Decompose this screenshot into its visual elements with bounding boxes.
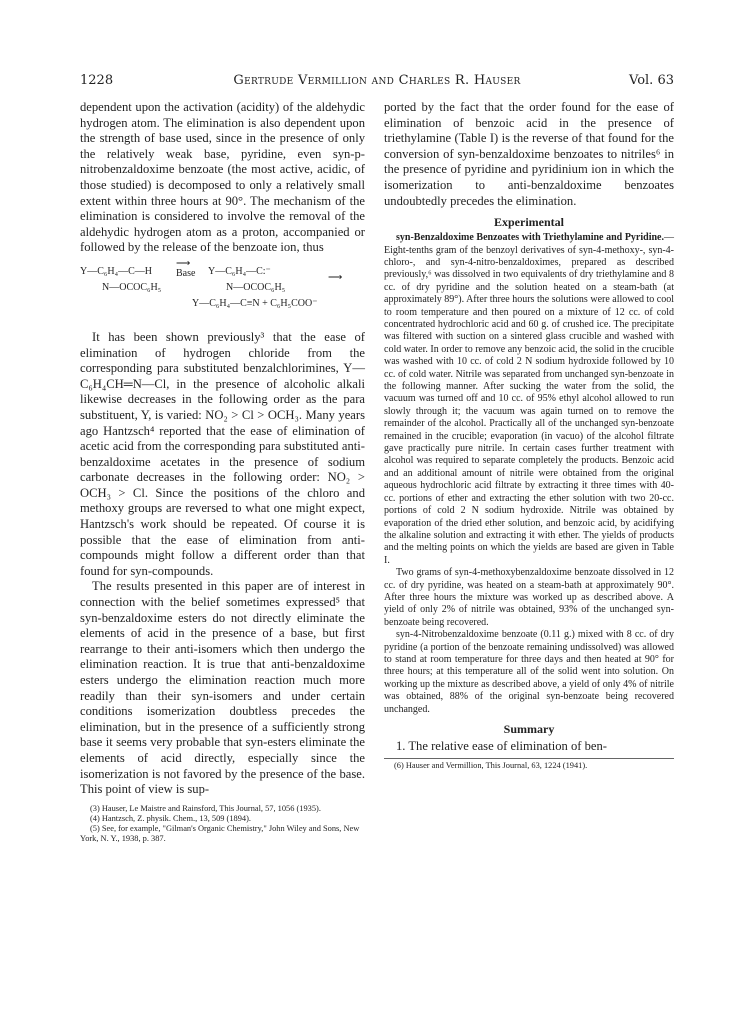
footnote: (5) See, for example, "Gilman's Organic Chemistry," John Wiley and Sons, New York, N. Y., 1938, p. 387.: [80, 824, 360, 844]
footnotes: [80, 804, 365, 845]
paragraph: ported by the fact that the order found for the ease of elimination of benzoic acid in the presence of triethylamine (Table I) is the reverse of that found for the conversion of syn-benzaldoxime benzoates to nitriles⁶ in the presence of pyridine and pyridinium ion in which the isomerization to anti-benzaldoxime benzoates undoubtedly precedes the elimination.: [384, 100, 674, 208]
left-column: [80, 100, 365, 845]
page-number: 1228: [80, 73, 114, 88]
arrow-icon: ⟶: [328, 271, 343, 283]
section-heading-summary: Summary: [503, 722, 555, 736]
paragraph: The results presented in this paper are of interest in connection with the belief sometimes expressed⁵ that syn-benzaldoxime esters do not directly eliminate the elements of acid in the presence of a base, but first rearrange to their anti-isomers which then undergo the elimination reaction. It is true that anti-benzaldoxime esters undergo the elimination reaction much more readily than their syn-isomers and under certain conditions isomerization doubtless precedes the elimination, but in the presence of a sufficiently strong base it seems very probable that syn-esters eliminate the elements of acid directly, especially since the isomerization is not favored by the presence of the base. This point of view is sup-: [80, 579, 365, 797]
paragraph: It has been shown previously³ that the ease of elimination of hydrogen chloride from the corresponding para substituted benzalchlorimines, Y—C₆H₄CH═N—Cl, in the presence of alcoholic alkali likewise decreases in the following order as the para substituent, Y, is varied: NO₂ > Cl > OCH₃. Many years ago Hantzsch⁴ reported that the ease of elimination of acetic acid from the corresponding para substituted anti-benzaldoxime acetates in the presence of sodium carbonate decreases in the following order: NO₂ > OCH₃ > Cl. Since the positions of the chloro and methoxy groups are reversed to what one might expect, Hantzsch's work should be repeated. Of course it is possible that the ease of elimination from anti-compounds might follow a different order than that found for syn-compounds.: [80, 329, 365, 578]
running-title: Gertrude Vermillion and Charles R. Hauser: [233, 73, 521, 88]
paragraph: [384, 232, 674, 567]
summary-item: 1. The relative ease of elimination of ben-: [396, 739, 607, 753]
reaction-scheme: [80, 257, 365, 322]
run-in-heading: syn-Benzaldoxime Benzoates with Triethylamine and Pyridine.: [396, 232, 664, 244]
arrow-icon: ⟶: [176, 257, 191, 269]
products: Y—C₆H₄—C≡N + C₆H₅COO⁻: [192, 297, 318, 309]
base-label: Base: [176, 267, 196, 279]
volume-label: Vol. 63: [629, 73, 674, 88]
section-heading-experimental: Experimental: [494, 215, 564, 230]
running-header: [80, 73, 674, 93]
paragraph-text: —Eight-tenths gram of the benzoyl derivatives of syn-4-methoxy-, syn-4-chloro-, and syn-4-nitro-benzaldoximes, prepared as described previously,⁶ was dissolved in two equivalents of dry triethylamine and 8 cc. of dry pyridine and the solution heated on a steam-bath (at approximately 89°). After three hours the solutions were allowed to cool to room temperature and then poured on a mixture of 12 cc. of cold concentrated hydrochloric acid and 60 g. of crushed ice. The precipitate was filtered with suction on a sintered glass crucible and washed with cold water. In order to remove any benzoic acid, the solid in the crucible was washed with 10 cc. of cold 2 N sodium hydroxide followed by 10 cc. of cold water. Nitrile was separated from unchanged syn-benzoate in the following manner. After sucking the water from the solid, the vacuum was turned off and 10 cc. of 95% ethyl alcohol allowed to run slowly through it; the vacuum was again turned on to remove the remainder of the alcohol. Practically all of the unchanged syn-benzoate remained in the crucible; evaporation (in vacuo) of the alcohol filtrate gave practically pure nitrile. In certain cases further treatment with alcohol was required to separate completely the products. Benzoic acid and an additional amount of nitrile were obtained from the original aqueous hydrochloric acid filtrate by extracting it three times with 40-cc. portions of ether and extracting the ether solution with two 20-cc. portions of cold 2 N sodium hydroxide. Nitrile was obtained by evaporation of the dried ether solution, and benzoic acid, by acidifying the alkaline solution and extracting it with ether. The yields of products and the melting points on which the yields are based are given in Table I.: [384, 232, 674, 566]
paragraph: dependent upon the activation (acidity) of the aldehydic hydrogen atom. The elimination is also dependent upon the strength of base used, since in the presence of only the relatively weak base, pyridine, even syn-p-nitrobenzaldoxime benzoate (the most active, acidic, of those studied) is decomposed to only a relatively small extent within three hours at 90°. The mechanism of the elimination is considered to involve the removal of the aldehydic hydrogen atom as a proton, accompanied or followed by the release of the benzoate ion, thus: [80, 100, 365, 255]
paragraph: Two grams of syn-4-methoxybenzaldoxime benzoate dissolved in 12 cc. of dry pyridine, was heated on a steam-bath at approximately 90°. After three hours the mixture was worked up as described above. A yield of only 2% of nitrile was obtained, 93% of the unchanged syn-benzoate being recovered.: [384, 567, 674, 628]
intermediate: Y—C₆H₄—C:⁻: [208, 265, 271, 277]
right-column: [384, 100, 674, 771]
footnote: (6) Hauser and Vermillion, This Journal, 63, 1224 (1941).: [384, 758, 674, 771]
intermediate-substituent: N—OCOC₆H₅: [226, 281, 286, 293]
footnote: (3) Hauser, Le Maistre and Rainsford, This Journal, 57, 1056 (1935).: [90, 803, 321, 813]
reactant-substituent: N—OCOC₆H₅: [102, 281, 162, 293]
footnote: (4) Hantzsch, Z. physik. Chem., 13, 509 (1894).: [90, 813, 251, 823]
reactant: Y—C₆H₄—C—H: [80, 265, 152, 277]
paragraph: syn-4-Nitrobenzaldoxime benzoate (0.11 g.) mixed with 8 cc. of dry pyridine (a portion of the benzoate remaining undissolved) was allowed to stand at room temperature for three days and then heated at 90° for three hours; at this temperature all of the solid went into solution. On working up the mixture as described above, a yield of only 4% of nitrile was obtained, 88% of the original syn-benzoate being recovered unchanged.: [384, 629, 674, 715]
